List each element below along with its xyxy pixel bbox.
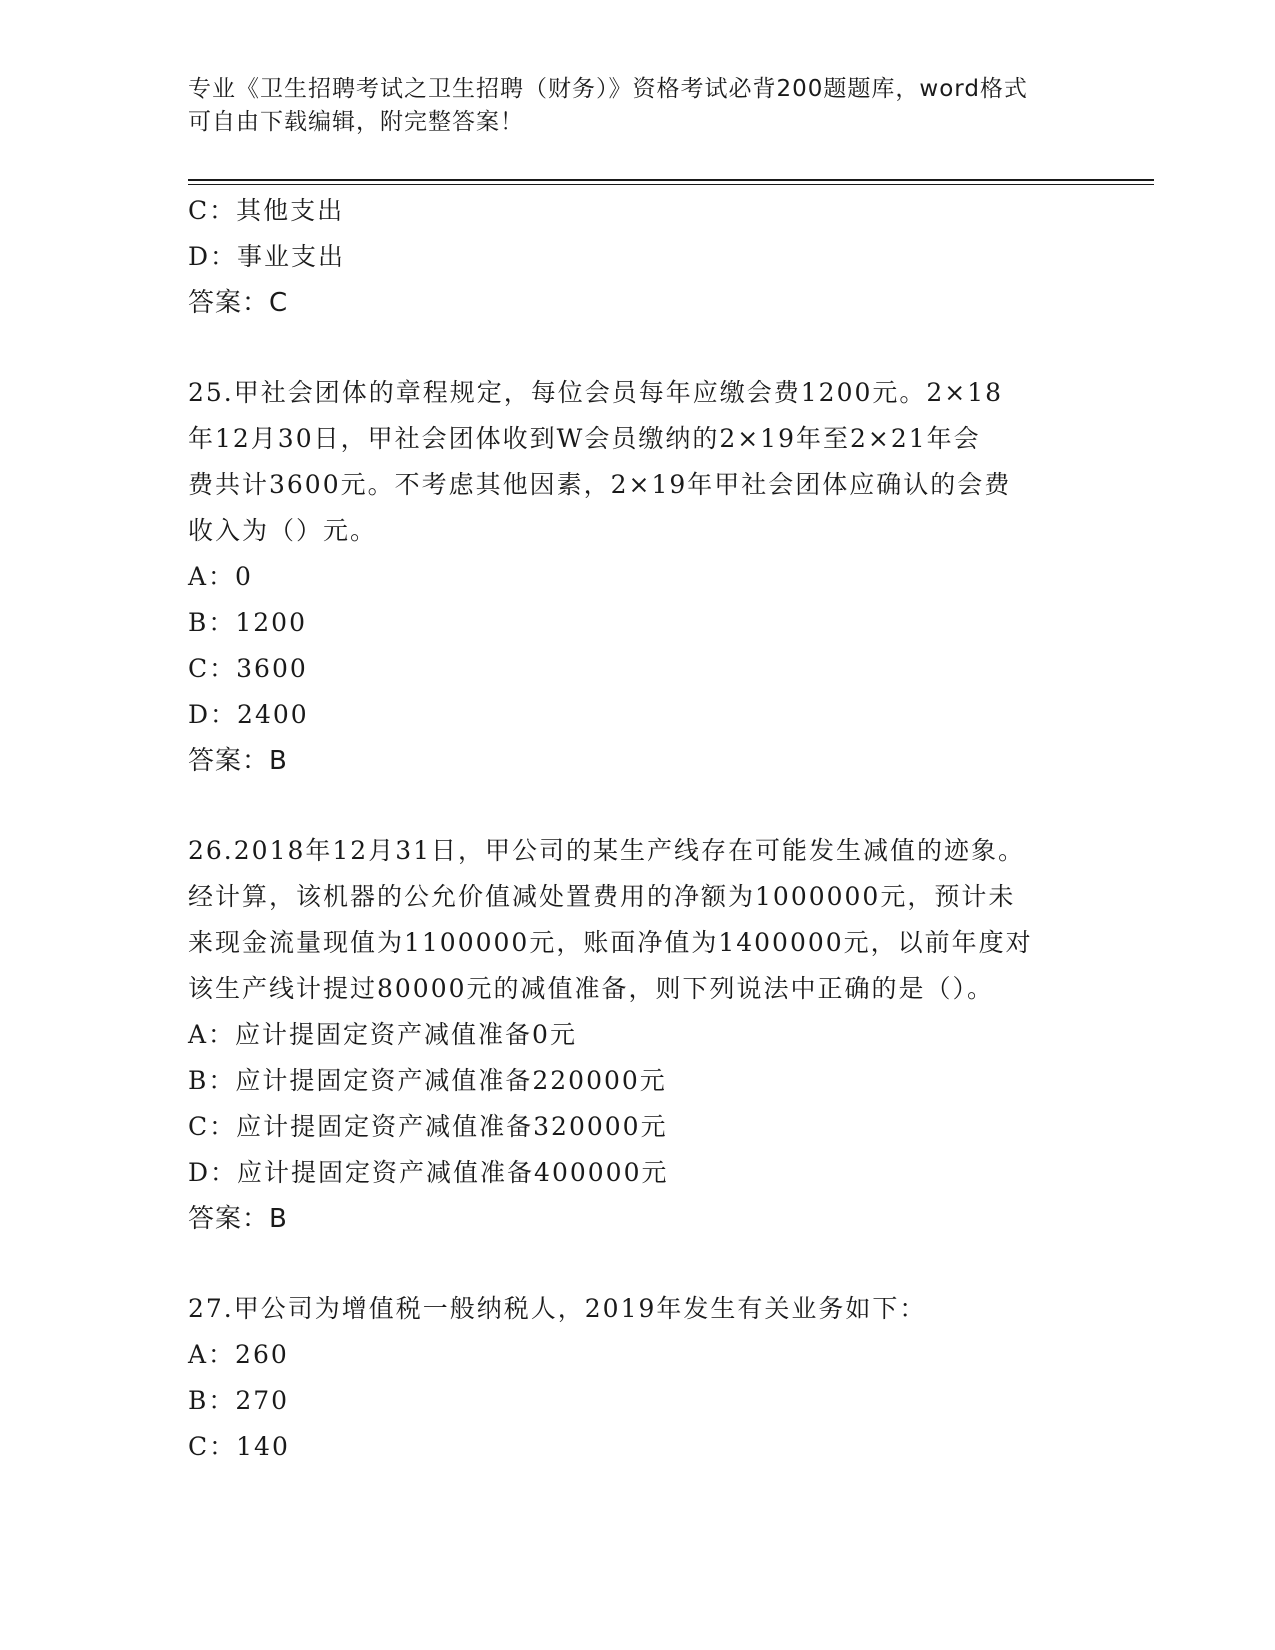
question-stem-line: 27.甲公司为增值税一般纳税人，2019年发生有关业务如下： bbox=[188, 1294, 927, 1323]
question-stem-line: 该生产线计提过80000元的减值准备，则下列说法中正确的是（）。 bbox=[188, 974, 995, 1003]
question-stem-line: 来现金流量现值为1100000元，账面净值为1400000元，以前年度对 bbox=[188, 928, 1033, 957]
answer-line: 答案：B bbox=[188, 746, 288, 776]
header-divider-thick bbox=[188, 179, 1154, 181]
option-c: C：应计提固定资产减值准备320000元 bbox=[188, 1112, 668, 1141]
option-b: B：270 bbox=[188, 1386, 290, 1415]
header-title-line-2: 可自由下载编辑，附完整答案！ bbox=[188, 109, 524, 135]
question-stem-line: 25.甲社会团体的章程规定，每位会员每年应缴会费1200元。2×18 bbox=[188, 378, 1004, 407]
question-stem-line: 26.2018年12月31日，甲公司的某生产线存在可能发生减值的迹象。 bbox=[188, 836, 1026, 865]
question-26 bbox=[188, 828, 1088, 1242]
option-b: B：1200 bbox=[188, 608, 307, 637]
spacer bbox=[188, 784, 1088, 828]
question-stem-line: 收入为（）元。 bbox=[188, 516, 378, 545]
question-27 bbox=[188, 1286, 1088, 1470]
document-body bbox=[188, 188, 1088, 1470]
question-stem-line: 经计算，该机器的公允价值减处置费用的净额为1000000元，预计未 bbox=[188, 882, 1016, 911]
option-a: A：0 bbox=[188, 562, 253, 591]
spacer bbox=[188, 1242, 1088, 1286]
option-c: C：其他支出 bbox=[188, 196, 345, 225]
question-25 bbox=[188, 370, 1088, 784]
answer-line: 答案：C bbox=[188, 288, 289, 318]
document-header bbox=[188, 73, 1068, 139]
header-title-line-1: 专业《卫生招聘考试之卫生招聘（财务）》资格考试必背200题题库，word格式 bbox=[188, 76, 1028, 102]
option-d: D：事业支出 bbox=[188, 242, 346, 271]
option-a: A：应计提固定资产减值准备0元 bbox=[188, 1020, 577, 1049]
header-divider-thin bbox=[188, 184, 1154, 185]
option-b: B：应计提固定资产减值准备220000元 bbox=[188, 1066, 667, 1095]
question-24-tail bbox=[188, 188, 1088, 326]
option-d: D：2400 bbox=[188, 700, 309, 729]
question-stem-line: 年12月30日，甲社会团体收到W会员缴纳的2×19年至2×21年会 bbox=[188, 424, 981, 453]
option-d: D：应计提固定资产减值准备400000元 bbox=[188, 1158, 669, 1187]
spacer bbox=[188, 326, 1088, 370]
option-c: C：140 bbox=[188, 1432, 290, 1461]
question-stem-line: 费共计3600元。不考虑其他因素，2×19年甲社会团体应确认的会费 bbox=[188, 470, 1012, 499]
option-c: C：3600 bbox=[188, 654, 308, 683]
option-a: A：260 bbox=[188, 1340, 289, 1369]
answer-line: 答案：B bbox=[188, 1204, 288, 1234]
